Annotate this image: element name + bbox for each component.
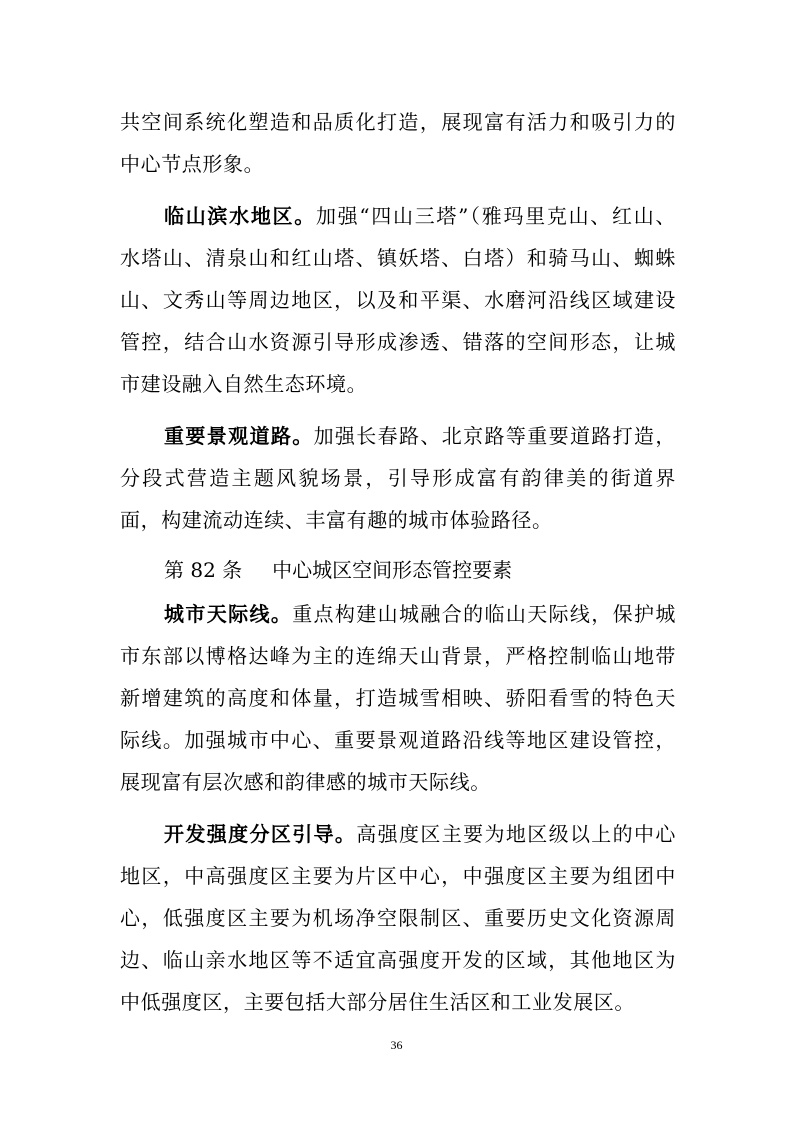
paragraph-1-line-1: 共空间系统化塑造和品质化打造，展现富有活力和吸引力的: [120, 110, 676, 134]
paragraph-4-first-line-text: 重点构建山城融合的临山天际线，保护城: [292, 602, 676, 626]
paragraph-1-line-2: 中心节点形象。: [120, 152, 265, 176]
article-title: 中心城区空间形态管控要素: [272, 558, 513, 582]
paragraph-5-line-1: [164, 820, 676, 848]
paragraph-2-first-line-text: 加强“四山三塔”（雅玛里克山、红山、: [315, 204, 677, 228]
paragraph-3-line-1: [164, 422, 676, 450]
paragraph-4-line-5: 展现富有层次感和韵律感的城市天际线。: [120, 770, 491, 794]
paragraph-5-line-4: 边、临山亲水地区等不适宜高强度开发的区域，其他地区为: [120, 948, 676, 972]
paragraph-4-heading: 城市天际线。: [164, 602, 293, 626]
paragraph-2-line-1: [164, 202, 676, 230]
paragraph-4-line-2: 市东部以博格达峰为主的连绵天山背景，严格控制临山地带: [120, 644, 676, 668]
paragraph-4-line-1: [164, 600, 676, 628]
paragraph-2-heading: 临山滨水地区。: [164, 204, 316, 228]
page-number: 36: [390, 1038, 403, 1052]
paragraph-5-line-2: 地区，中高强度区主要为片区中心，中强度区主要为组团中: [120, 864, 676, 888]
paragraph-2-line-3: 山、文秀山等周边地区，以及和平渠、水磨河沿线区域建设: [120, 288, 676, 312]
paragraph-3-line-2: 分段式营造主题风貌场景，引导形成富有韵律美的街道界: [120, 466, 676, 490]
article-number: 第 82 条: [164, 558, 243, 582]
paragraph-3-first-line-text: 加强长春路、北京路等重要道路打造，: [313, 424, 677, 448]
paragraph-3-line-3: 面，构建流动连续、丰富有趣的城市体验路径。: [120, 508, 553, 532]
paragraph-5-line-5: 中低强度区，主要包括大部分居住生活区和工业发展区。: [120, 990, 635, 1014]
paragraph-2-line-2: 水塔山、清泉山和红山塔、镇妖塔、白塔）和骑马山、蜘蛛: [120, 246, 676, 270]
paragraph-3-heading: 重要景观道路。: [164, 424, 314, 448]
paragraph-4-line-4: 际线。加强城市中心、重要景观道路沿线等地区建设管控，: [120, 728, 676, 752]
paragraph-5-heading: 开发强度分区引导。: [164, 822, 357, 846]
paragraph-2-line-4: 管控，结合山水资源引导形成渗透、错落的空间形态，让城: [120, 330, 676, 354]
paragraph-4-line-3: 新增建筑的高度和体量，打造城雪相映、骄阳看雪的特色天: [120, 686, 676, 710]
paragraph-5-line-3: 心，低强度区主要为机场净空限制区、重要历史文化资源周: [120, 906, 676, 930]
paragraph-5-first-line-text: 高强度区主要为地区级以上的中心: [356, 822, 677, 846]
paragraph-2-line-5: 市建设融入自然生态环境。: [120, 372, 368, 396]
article-heading: [164, 556, 512, 584]
